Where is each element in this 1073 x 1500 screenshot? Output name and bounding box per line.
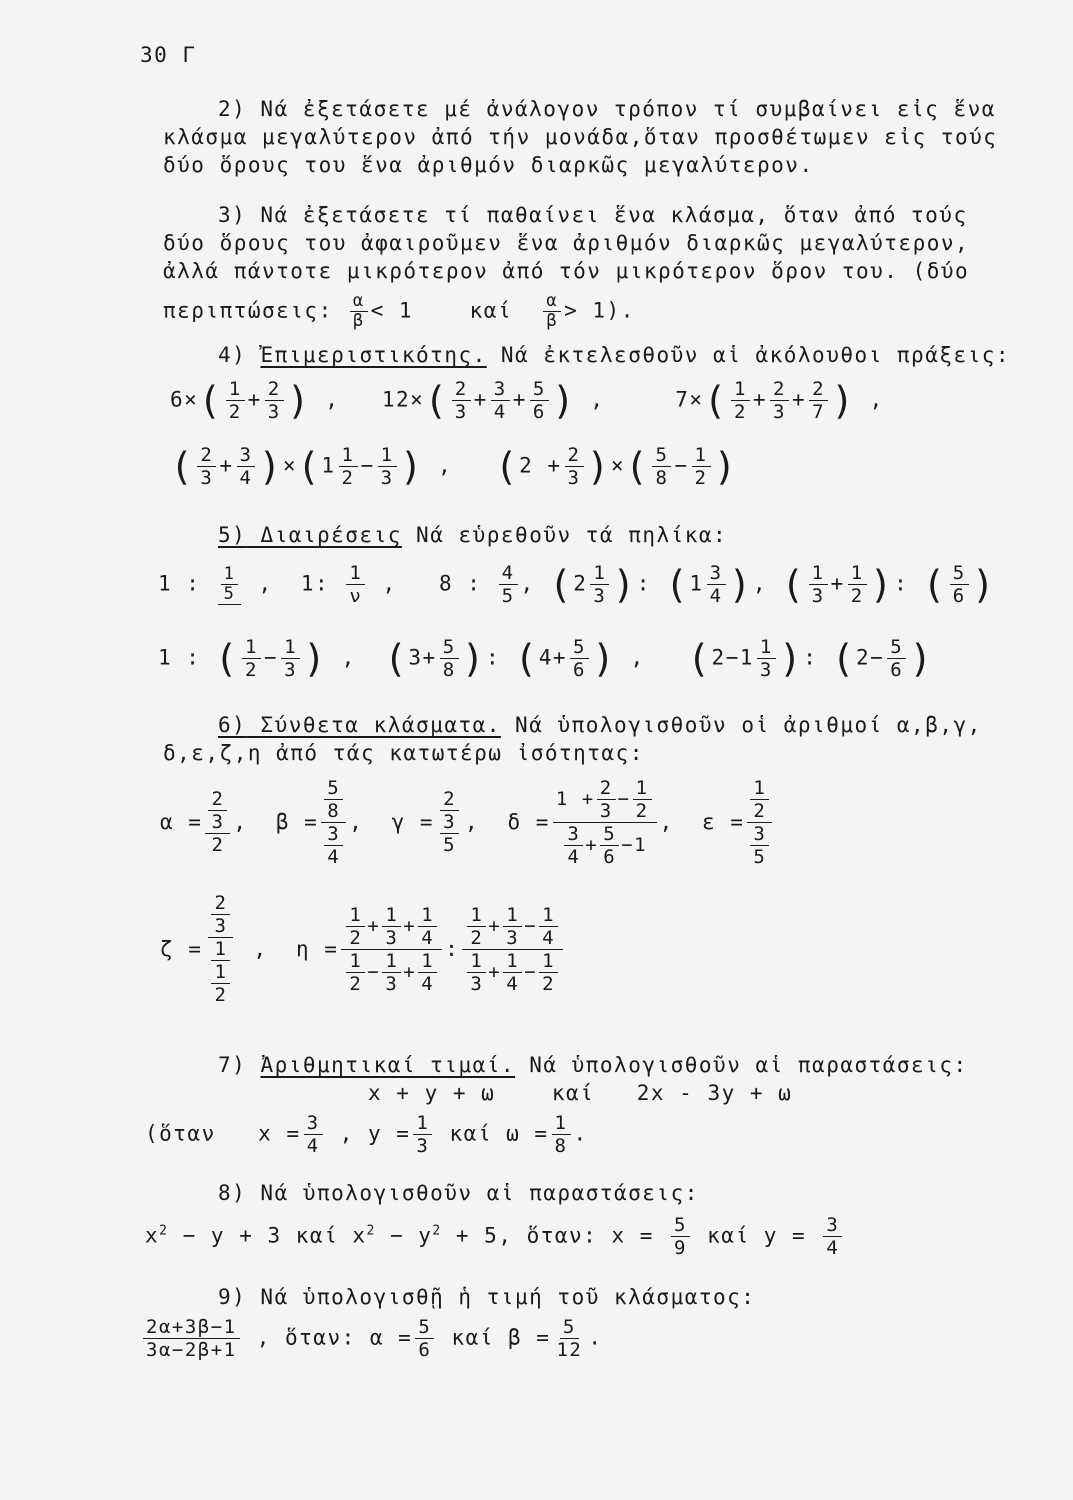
ex9-fraction-line: $\frac{2\alpha+3\beta-1}{3\alpha-2\beta+1}$ , ὅταν: α = $\frac{5}{6}$ καί β = $\frac{5}{12}$ . bbox=[140, 1316, 603, 1361]
ex3-cases-line: περιπτώσεις: $\frac{\alpha}{\beta}$ < 1 καί $\frac{\alpha}{\beta}$ > 1). bbox=[163, 291, 635, 331]
ex8-heading: 8) Νά ὑπολογισθοῦν αἱ παραστάσεις: bbox=[218, 1181, 699, 1205]
ex6-line2: δ,ε,ζ,η ἀπό τάς κατωτέρω ἰσότητας: bbox=[163, 741, 644, 765]
ex5-divisions-row2: 1 : ( $\frac{1}{2}$ − $\frac{1}{3}$ ) , (3+ $\frac{5}{8}$ ): (4+ $\frac{5}{6}$ ) , (2−1 $\frac{1}{3}$ ): (2− $\frac{5}{6}$ ) bbox=[158, 636, 934, 681]
ex7-expressions: x + y + ω καί 2x - 3y + ω bbox=[368, 1081, 793, 1105]
ex8-expressions: $x^2 - y + 3$ καί $x^2 - y^2 + 5$, ὅταν: x = $\frac{5}{9}$ καί y = $\frac{3}{4}$ bbox=[145, 1214, 845, 1259]
ex6-heading: 6) Σύνθετα κλάσματα. Νά ὑπολογισθοῦν οἱ ἀριθμοί α,β,γ, bbox=[218, 713, 982, 737]
ex3-line1: 3) Νά ἐξετάσετε τί παθαίνει ἕνα κλάσμα, ὅταν ἀπό τούς bbox=[218, 203, 968, 227]
page-header: 30 Γ bbox=[140, 43, 197, 67]
expression-1: x + y + ω bbox=[368, 1081, 496, 1105]
cases-label: περιπτώσεις: bbox=[163, 298, 333, 323]
ex4-expressions-row1: 6×( $\frac{1}{2}$ + $\frac{2}{3}$ ) , 12×( $\frac{2}{3}$ + $\frac{3}{4}$ + $\frac{5}{6}$ ) , 7×( $\frac{1}{2}$ + $\frac{2}{3}$ + $\frac{2}{7}$ ) , bbox=[170, 378, 884, 423]
ex7-title: Ἀριθμητικαί τιμαί. bbox=[260, 1053, 516, 1077]
ex4-title: Ἐπιμεριστικότης. bbox=[260, 343, 487, 367]
ex6-compound-fractions-row1: α = $\frac{2}{3}$ 2 , β = $\frac{5}{8}$ $\frac{3}{4}$ , γ = 2 $\frac{3}{5}$ , δ = 1 + $\frac{2}{3}$ − $\frac{1}{2}$ $\frac{3}{4}$ + $\frac{5}{6}$ −1 , ε = $\frac{1}{2}$ $\frac{3}{5}$ bbox=[160, 762, 775, 882]
ex5-title: 5) Διαιρέσεις bbox=[218, 523, 402, 547]
greater-than-one: > 1). bbox=[564, 298, 635, 323]
ex2-line1: 2) Νά ἐξετάσετε μέ ἀνάλογον τρόπον τί συμβαίνει εἰς ἕνα bbox=[218, 97, 996, 121]
ex9-denominator: 3α−2β+1 bbox=[146, 1339, 237, 1361]
less-than-one: < 1 bbox=[370, 298, 414, 323]
ex5-heading: 5) Διαιρέσεις Νά εὑρεθοῦν τά πηλίκα: bbox=[218, 523, 728, 547]
ex6-compound-fractions-row2: ζ = $\frac{2}{3}$ $\frac{1}{\frac{1}{2}}$ , η = $\frac{1}{2}$ + $\frac{1}{3}$ + $\frac{1}{4}$ $\frac{1}{2}$ − $\frac{1}{3}$ + $\frac{1}{4}$ : $\frac{1}{2}$ + $\frac{1}{3}$ − $\frac{1}{4}$ $\frac{1}{3}$ + $\frac{1}{4}$ − $\frac{1}{2}$ bbox=[160, 884, 566, 1014]
ex6-title: Σύνθετα κλάσματα. bbox=[260, 713, 501, 737]
ex9-numerator: 2α+3β−1 bbox=[143, 1316, 240, 1339]
ex7-heading: 7) Ἀριθμητικαί τιμαί. Νά ὑπολογισθοῦν αἱ παραστάσεις: bbox=[218, 1053, 968, 1077]
ex9-heading: 9) Νά ὑπολογισθῇ ἡ τιμή τοῦ κλάσματος: bbox=[218, 1285, 756, 1309]
ex4-expressions-row2: ( $\frac{2}{3}$ + $\frac{3}{4}$ )×(1 $\frac{1}{2}$ − $\frac{1}{3}$ ) , (2 + $\frac{2}{3}$ )×( $\frac{5}{8}$ − $\frac{1}{2}$ ) bbox=[170, 444, 738, 489]
expression-2: 2x - 3y + ω bbox=[636, 1081, 793, 1105]
ex7-values: (ὅταν x = $\frac{3}{4}$ , y = $\frac{1}{3}$ καί ω = $\frac{1}{8}$ . bbox=[145, 1112, 588, 1157]
ex5-divisions-row1: 1 : $\frac{1}{5}$ , 1: $\frac{1}{\nu}$ , 8 : $\frac{4}{5}$ , (2 $\frac{1}{3}$ ): (1 $\frac{3}{4}$ ), ( $\frac{1}{3}$ + $\frac{1}{2}$ ): ( $\frac{5}{6}$ ) bbox=[158, 562, 997, 607]
ex3-line2: δύο ὅρους του ἀφαιροῦμεν ἕνα ἀριθμόν διαρκῶς μεγαλύτερον, bbox=[163, 231, 970, 255]
ex2-line2: κλάσμα μεγαλύτερον ἀπό τήν μονάδα,ὅταν προσθέτωμεν εἰς τούς bbox=[163, 125, 998, 149]
ex4-heading: 4) Ἐπιμεριστικότης. Νά ἐκτελεσθοῦν αἱ ἀκόλουθοι πράξεις: bbox=[218, 343, 1011, 367]
ex2-line3: δύο ὅρους του ἕνα ἀριθμόν διαρκῶς μεγαλύτερον. bbox=[163, 153, 814, 177]
ex3-line3: ἀλλά πάντοτε μικρότερον ἀπό τόν μικρότερον ὅρον του. (δύο bbox=[163, 259, 970, 283]
